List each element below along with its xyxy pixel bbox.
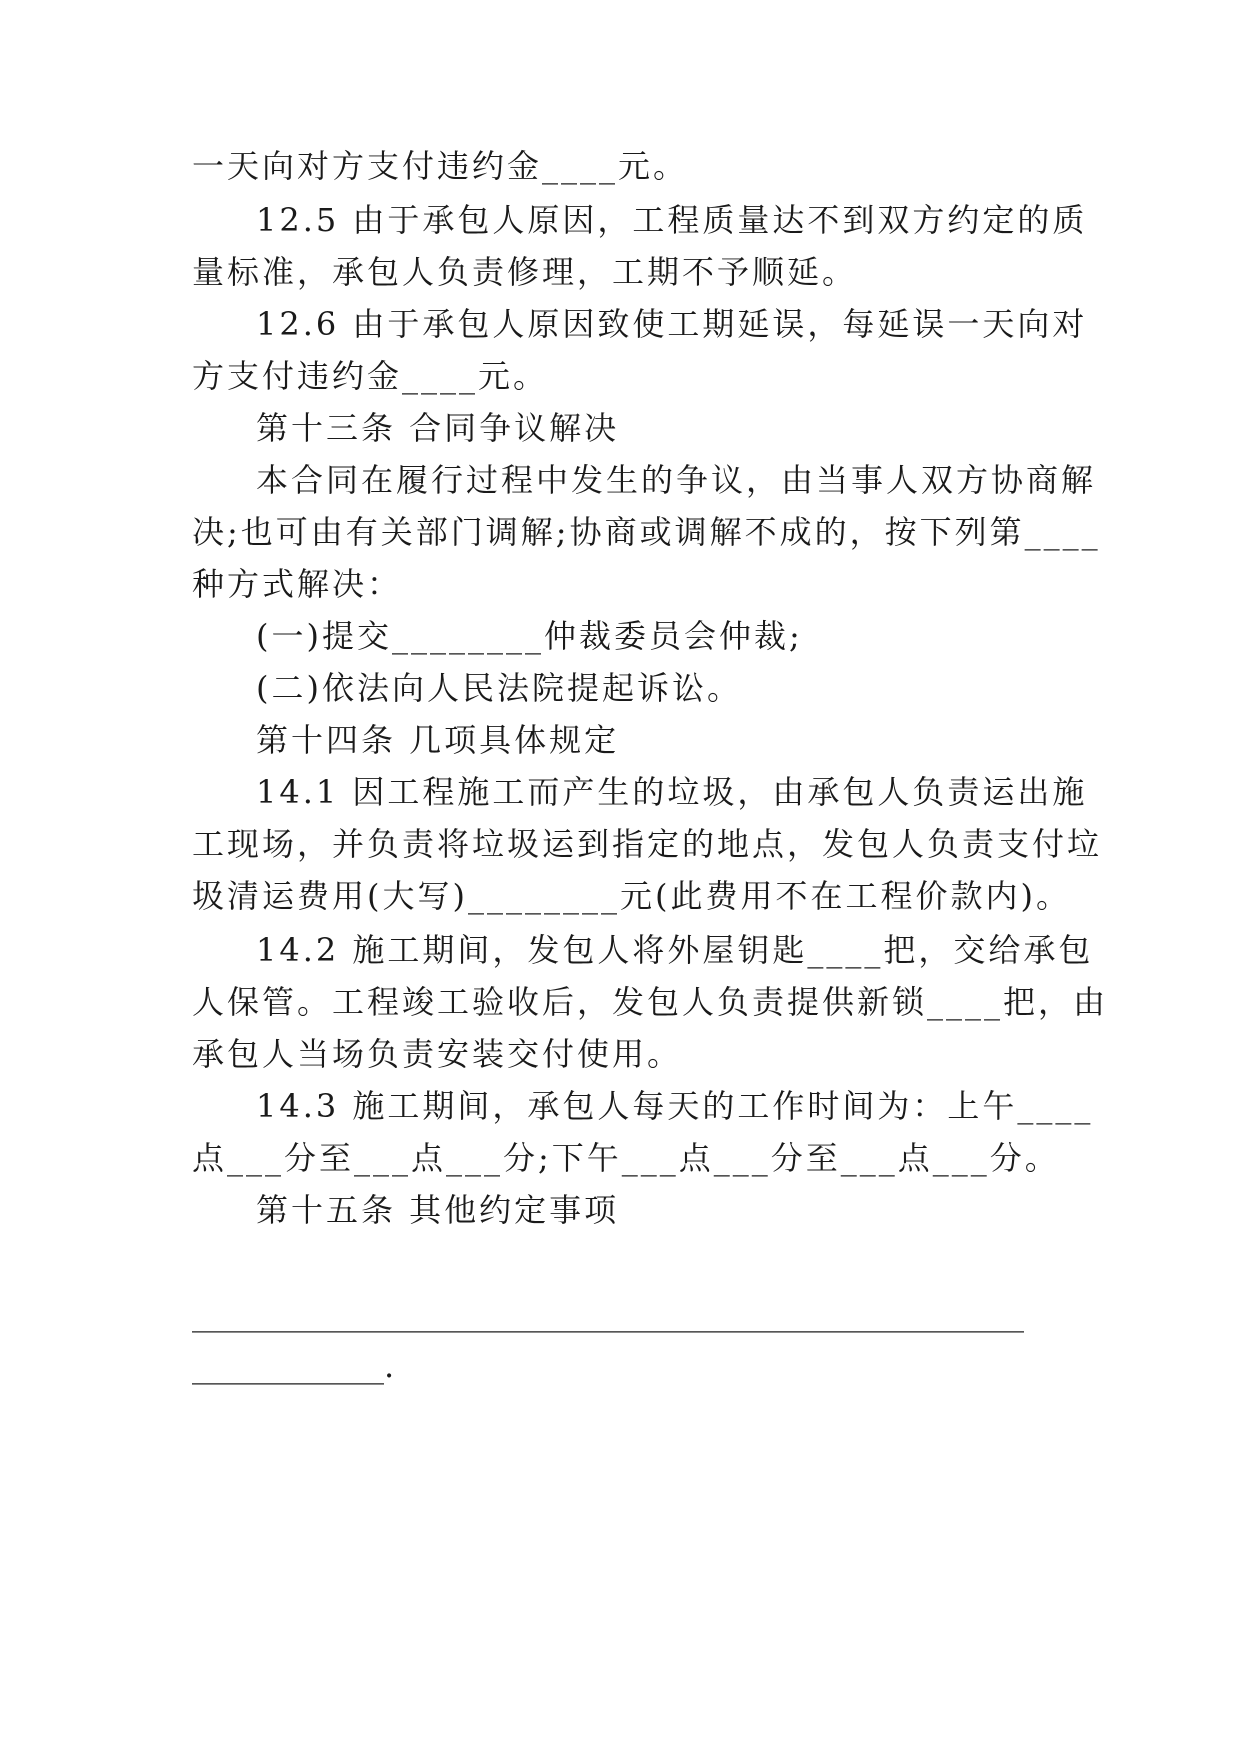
clause-14-1-line-2: 工现场，并负责将垃圾运到指定的地点，发包人负责支付垃 bbox=[192, 825, 1103, 863]
clause-14-1-line-1: 14.1 因工程施工而产生的垃圾，由承包人负责运出施 bbox=[256, 773, 1088, 811]
option-litigation: (二)依法向人民法院提起诉讼。 bbox=[256, 669, 742, 707]
blank-fill-line: ____________________________________________________ bbox=[192, 1295, 1024, 1333]
text-line: 一天向对方支付违约金____元。 bbox=[192, 147, 689, 185]
article-13-heading: 第十三条 合同争议解决 bbox=[256, 409, 620, 447]
article-14-heading: 第十四条 几项具体规定 bbox=[256, 721, 620, 759]
clause-12-6-line-2: 方支付违约金____元。 bbox=[192, 357, 549, 395]
clause-14-3-line-2: 点___分至___点___分;下午___点___分至___点___分。 bbox=[192, 1139, 1060, 1177]
article-13-line-1: 本合同在履行过程中发生的争议，由当事人双方协商解 bbox=[256, 461, 1097, 499]
clause-14-3-line-1: 14.3 施工期间，承包人每天的工作时间为：上午____ bbox=[256, 1087, 1094, 1125]
clause-12-6-line-1: 12.6 由于承包人原因致使工期延误，每延误一天向对 bbox=[256, 305, 1088, 343]
clause-12-5-line-2: 量标准，承包人负责修理，工期不予顺延。 bbox=[192, 253, 858, 291]
article-13-line-3: 种方式解决： bbox=[192, 565, 403, 603]
clause-14-2-line-1: 14.2 施工期间，发包人将外屋钥匙____把，交给承包 bbox=[256, 931, 1094, 969]
clause-14-1-line-3: 圾清运费用(大写)________元(此费用不在工程价款内)。 bbox=[192, 877, 1071, 915]
option-arbitration: (一)提交________仲裁委员会仲裁; bbox=[256, 617, 803, 655]
clause-12-5-line-1: 12.5 由于承包人原因，工程质量达不到双方约定的质 bbox=[256, 201, 1088, 239]
article-15-heading: 第十五条 其他约定事项 bbox=[256, 1191, 620, 1229]
article-13-line-2: 决;也可由有关部门调解;协商或调解不成的，按下列第____ bbox=[192, 513, 1101, 551]
clause-14-2-line-3: 承包人当场负责安装交付使用。 bbox=[192, 1035, 683, 1073]
clause-14-2-line-2: 人保管。工程竣工验收后，发包人负责提供新锁____把，由 bbox=[192, 983, 1109, 1021]
blank-fill-line-end: ____________. bbox=[192, 1347, 395, 1385]
